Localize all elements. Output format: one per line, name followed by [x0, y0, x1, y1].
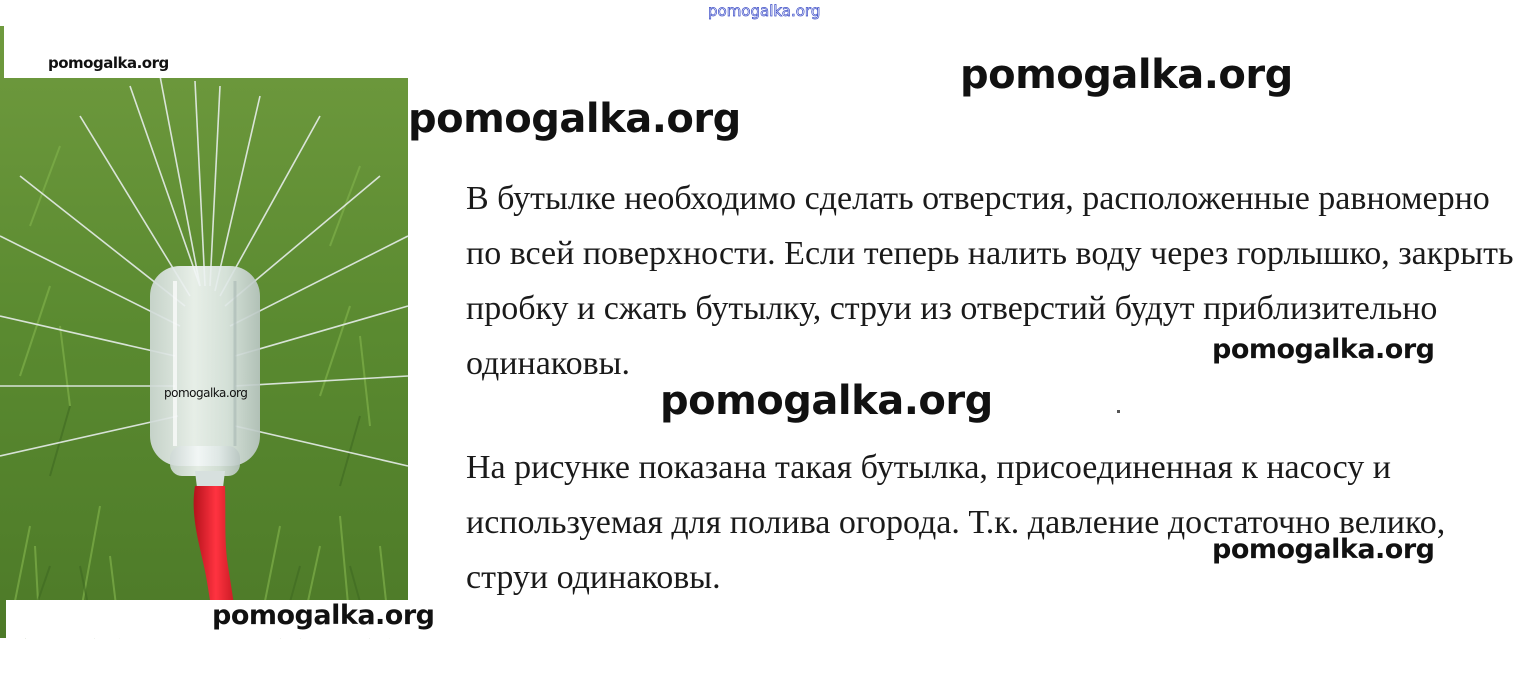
watermark-middle: pomogalka.org [660, 378, 993, 424]
paragraph-bottle-holes: В бутылке необходимо сделать отверстия, расположенные равномерно по всей поверхности. Если теперь налить воду через горлышко, закрыть пробку и сжать бутылку, струи из отверстий будут приблизительно одинаковы. [466, 180, 1514, 382]
watermark-upper-middle: pomogalka.org [408, 96, 741, 142]
photo-watermark-center: pomogalka.org [164, 386, 248, 400]
watermark-right-paragraph2: pomogalka.org [1212, 534, 1435, 565]
header-watermark: pomogalka.org [708, 2, 821, 20]
watermark-right-paragraph1: pomogalka.org [1212, 334, 1435, 365]
photo-watermark-bottom: pomogalka.org [212, 600, 435, 631]
paragraph-pump-bottle: На рисунке показана такая бутылка, присоединенная к насосу и используемая для полива огорода. Т.к. давление достаточно велико, струи одинаковы. [466, 449, 1446, 596]
bottle-shape [150, 266, 260, 496]
bottle-sprinkler-photo [0, 26, 435, 638]
speck [1117, 410, 1120, 413]
watermark-top-right: pomogalka.org [960, 52, 1293, 98]
photo-watermark-top: pomogalka.org [48, 54, 169, 72]
photo-illustration [0, 26, 408, 638]
